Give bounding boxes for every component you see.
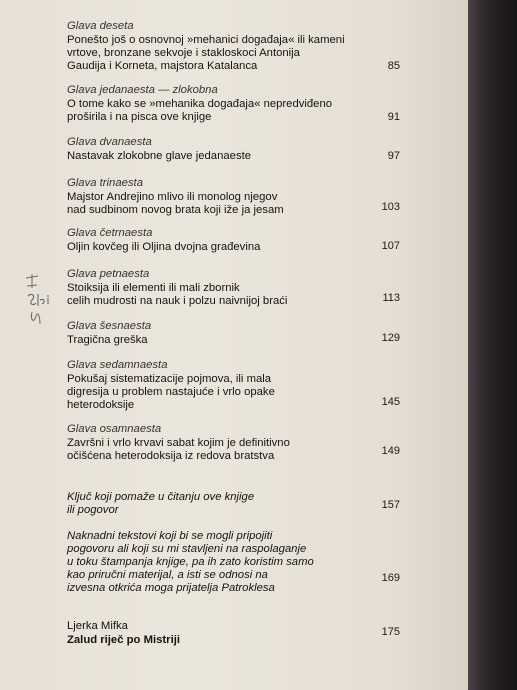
chapter-title-line: Oljin kovčeg ili Oljina dvojna građevina (67, 241, 261, 253)
chapter-heading: Glava dvanaesta (67, 136, 152, 148)
afterword-title-line: Ključ koji pomaže u čitanju ove knjige (67, 491, 255, 503)
chapter-title-line: vrtove, bronzane sekvoje i stakloskoci Antonija (67, 47, 300, 59)
chapter-title-line: O tome kako se »mehanika događaja« nepredviđeno (67, 98, 333, 110)
chapter-title-line: heterodoksije (67, 399, 135, 411)
chapter-title-line: Tragična greška (67, 334, 148, 346)
pencil-annotation (22, 270, 58, 330)
chapter-title-line: Završni i vrlo krvavi sabat kojim je definitivno (67, 437, 290, 449)
chapter-heading: Glava deseta (67, 20, 134, 32)
chapter-title-line: proširila i na pisca ove knjige (67, 111, 212, 123)
chapter-title-line: Ponešto još o osnovnoj »mehanici događaja« ili kameni (67, 34, 345, 46)
chapter-heading: Glava četrnaesta (67, 227, 153, 239)
chapter-title-line: nad sudbinom novog brata koji iže ja jesam (67, 204, 284, 216)
toc-entry (67, 620, 407, 647)
page-number: 169 (381, 572, 400, 584)
appendix-title-line: izvesna otkrića moga prijatelja Patroklesa (67, 582, 275, 594)
chapter-title-line: očišćena heterodoksija iz redova bratstva (67, 450, 275, 462)
appendix-title-line: u toku štampanja knjige, pa ih zato koristim samo (67, 556, 314, 568)
page-number: 97 (387, 150, 400, 162)
chapter-heading: Glava jedanaesta — zlokobna (67, 84, 218, 96)
essay-author: Ljerka Mifka (67, 620, 128, 632)
chapter-title-line: celih mudrosti na nauk i polzu naivnijoj braći (67, 295, 288, 307)
toc-entry (67, 320, 407, 347)
appendix-title-line: kao priručni materijal, a isti se odnosi na (67, 569, 268, 581)
appendix-title-line: pogovoru ali koji su mi stavljeni na raspolaganje (67, 543, 307, 555)
toc-entry (67, 359, 407, 412)
toc-entry (67, 268, 407, 308)
toc-entry (67, 84, 407, 124)
chapter-title-line: Gaudija i Korneta, majstora Katalanca (67, 60, 258, 72)
page-number: 149 (381, 445, 400, 457)
page-number: 103 (381, 201, 400, 213)
toc-entry (67, 136, 407, 163)
chapter-heading: Glava petnaesta (67, 268, 150, 280)
essay-title: Zalud riječ po Mistriji (67, 634, 180, 646)
chapter-heading: Glava osamnaesta (67, 423, 162, 435)
toc-entry (67, 177, 407, 217)
chapter-title-line: Stoiksija ili elementi ili mali zbornik (67, 282, 240, 294)
page-number: 145 (381, 396, 400, 408)
chapter-title-line: Pokušaj sistematizacije pojmova, ili mala (67, 373, 272, 385)
page-number: 157 (381, 499, 400, 511)
page-number: 91 (387, 111, 400, 123)
appendix-title-line: Naknadni tekstovi koji bi se mogli pripojiti (67, 530, 273, 542)
page-number: 175 (381, 626, 400, 638)
chapter-title-line: Majstor Andrejino mlivo ili monolog njegov (67, 191, 278, 203)
toc-entry (67, 530, 407, 595)
page-number: 107 (381, 240, 400, 252)
page-number: 129 (381, 332, 400, 344)
afterword-title-line: ili pogovor (67, 504, 119, 516)
toc-entry (67, 491, 407, 517)
chapter-heading: Glava sedamnaesta (67, 359, 168, 371)
chapter-title-line: digresija u problem nastajuće i vrlo opake (67, 386, 275, 398)
chapter-heading: Glava trinaesta (67, 177, 143, 189)
chapter-heading: Glava šesnaesta (67, 320, 152, 332)
book-spine (468, 0, 517, 690)
page-number: 113 (382, 292, 400, 304)
toc-entry (67, 227, 407, 254)
toc-entry (67, 423, 407, 463)
toc-entry (67, 20, 407, 73)
page-number: 85 (387, 60, 400, 72)
chapter-title-line: Nastavak zlokobne glave jedanaeste (67, 150, 252, 162)
